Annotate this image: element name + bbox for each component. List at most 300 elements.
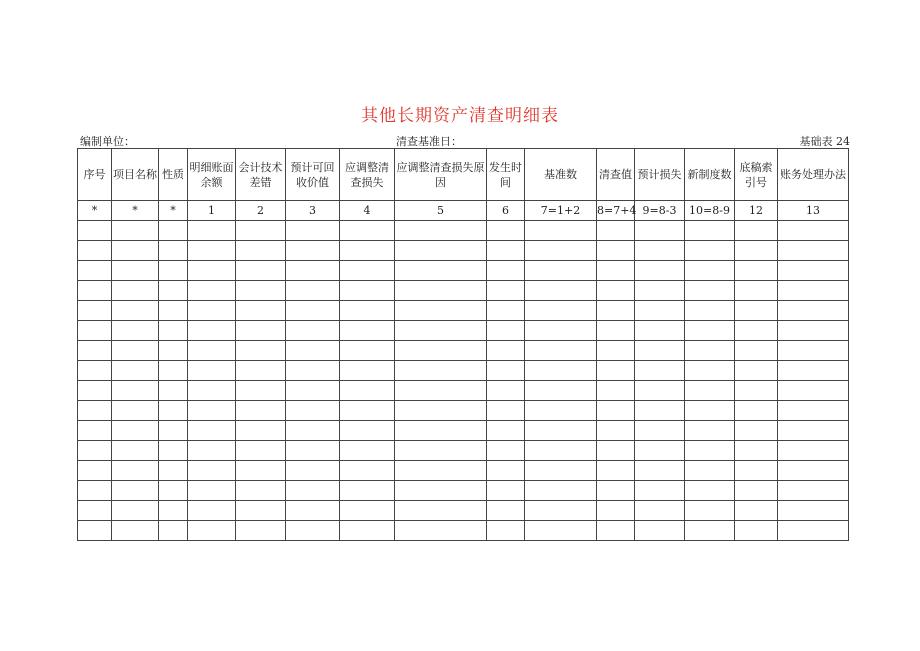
table-cell[interactable] [635, 521, 685, 541]
table-cell[interactable] [487, 221, 525, 241]
table-cell[interactable] [159, 301, 188, 321]
table-cell[interactable] [286, 501, 340, 521]
column-header [778, 149, 849, 201]
table-cell[interactable] [188, 481, 236, 501]
index-cell: 9=8-3 [635, 201, 685, 221]
table-cell[interactable] [236, 301, 286, 321]
table-cell[interactable] [735, 401, 778, 421]
table-cell[interactable] [286, 221, 340, 241]
column-header [188, 149, 236, 201]
column-header-line1: 应调整清查损失原 [396, 160, 485, 174]
table-cell[interactable] [525, 241, 597, 261]
table-cell[interactable] [487, 421, 525, 441]
table-cell[interactable] [685, 441, 735, 461]
table-cell[interactable] [487, 521, 525, 541]
table-cell[interactable] [159, 421, 188, 441]
table-cell[interactable] [685, 341, 735, 361]
table-row [78, 361, 849, 381]
table-cell[interactable] [188, 341, 236, 361]
table-row [78, 261, 849, 281]
table-cell[interactable] [236, 401, 286, 421]
table-cell[interactable] [525, 441, 597, 461]
table-cell[interactable] [778, 421, 849, 441]
table-cell[interactable] [78, 301, 112, 321]
table-row [78, 461, 849, 481]
table-cell[interactable] [112, 301, 159, 321]
column-header-line1: 会计技术 [238, 160, 283, 174]
column-header-line2: 余额 [200, 175, 223, 189]
table-cell[interactable] [597, 361, 635, 381]
table-cell[interactable] [597, 521, 635, 541]
table-cell[interactable] [112, 341, 159, 361]
table-cell[interactable] [159, 441, 188, 461]
column-header-line2: 引号 [745, 175, 767, 189]
table-cell[interactable] [597, 281, 635, 301]
table-cell[interactable] [112, 441, 159, 461]
table-cell[interactable] [735, 361, 778, 381]
table-cell[interactable] [340, 241, 395, 261]
table-cell[interactable] [236, 241, 286, 261]
column-header-line1: 明细账面 [189, 160, 234, 174]
table-cell[interactable] [78, 441, 112, 461]
table-cell[interactable] [236, 381, 286, 401]
table-cell[interactable] [487, 241, 525, 261]
table-cell[interactable] [735, 221, 778, 241]
table-cell[interactable] [525, 261, 597, 281]
table-cell[interactable] [78, 241, 112, 261]
table-cell[interactable] [525, 321, 597, 341]
table-row [78, 221, 849, 241]
table-cell[interactable] [735, 341, 778, 361]
table-cell[interactable] [340, 321, 395, 341]
table-row [78, 241, 849, 261]
table-cell[interactable] [525, 221, 597, 241]
table-cell[interactable] [735, 421, 778, 441]
table-cell[interactable] [525, 421, 597, 441]
column-header-line1: 性质 [162, 168, 184, 181]
table-cell[interactable] [685, 301, 735, 321]
table-cell[interactable] [78, 481, 112, 501]
table-cell[interactable] [188, 241, 236, 261]
table-cell[interactable] [112, 361, 159, 381]
table-cell[interactable] [487, 481, 525, 501]
table-cell[interactable] [112, 401, 159, 421]
table-cell[interactable] [395, 521, 487, 541]
table-cell[interactable] [112, 461, 159, 481]
table-cell[interactable] [685, 381, 735, 401]
page-title: 其他长期资产清查明细表 [361, 106, 559, 126]
table-cell[interactable] [188, 221, 236, 241]
table-cell[interactable] [778, 221, 849, 241]
table-cell[interactable] [188, 321, 236, 341]
table-cell[interactable] [286, 461, 340, 481]
table-cell[interactable] [340, 361, 395, 381]
table-cell[interactable] [635, 381, 685, 401]
table-cell[interactable] [78, 361, 112, 381]
table-cell[interactable] [286, 361, 340, 381]
table-cell[interactable] [286, 241, 340, 261]
table-cell[interactable] [525, 461, 597, 481]
table-cell[interactable] [112, 321, 159, 341]
index-cell: 10=8-9 [685, 201, 735, 221]
column-header [236, 149, 286, 201]
table-cell[interactable] [78, 521, 112, 541]
table-cell[interactable] [778, 301, 849, 321]
table-cell[interactable] [395, 501, 487, 521]
table-cell[interactable] [735, 241, 778, 261]
index-cell: 5 [395, 201, 487, 221]
table-cell[interactable] [635, 441, 685, 461]
table-row [78, 441, 849, 461]
column-header [286, 149, 340, 201]
table-cell[interactable] [525, 281, 597, 301]
table-cell[interactable] [487, 441, 525, 461]
table-cell[interactable] [112, 521, 159, 541]
table-cell[interactable] [597, 401, 635, 421]
table-cell[interactable] [286, 341, 340, 361]
table-cell[interactable] [159, 461, 188, 481]
table-cell[interactable] [525, 401, 597, 421]
table-cell[interactable] [685, 241, 735, 261]
table-cell[interactable] [778, 481, 849, 501]
table-cell[interactable] [112, 501, 159, 521]
table-cell[interactable] [159, 361, 188, 381]
table-cell[interactable] [188, 301, 236, 321]
column-header [597, 149, 635, 201]
table-cell[interactable] [395, 421, 487, 441]
table-cell[interactable] [735, 301, 778, 321]
table-cell[interactable] [340, 441, 395, 461]
table-cell[interactable] [188, 441, 236, 461]
table-cell[interactable] [78, 281, 112, 301]
table-row [78, 401, 849, 421]
table-cell[interactable] [635, 261, 685, 281]
table-cell[interactable] [778, 441, 849, 461]
table-cell[interactable] [188, 261, 236, 281]
table-cell[interactable] [188, 361, 236, 381]
table-cell[interactable] [778, 361, 849, 381]
index-cell: * [78, 201, 112, 221]
table-cell[interactable] [778, 461, 849, 481]
table-cell[interactable] [236, 441, 286, 461]
table-cell[interactable] [685, 261, 735, 281]
table-cell[interactable] [286, 281, 340, 301]
table-cell[interactable] [635, 401, 685, 421]
table-cell[interactable] [635, 361, 685, 381]
table-row [78, 521, 849, 541]
table-cell[interactable] [685, 281, 735, 301]
table-cell[interactable] [525, 301, 597, 321]
table-cell[interactable] [525, 521, 597, 541]
table-cell[interactable] [395, 341, 487, 361]
table-cell[interactable] [340, 421, 395, 441]
table-cell[interactable] [236, 341, 286, 361]
table-cell[interactable] [286, 441, 340, 461]
table-row [78, 321, 849, 341]
index-cell: 13 [778, 201, 849, 221]
table-cell[interactable] [395, 361, 487, 381]
column-header-line2: 因 [435, 175, 446, 189]
table-cell[interactable] [487, 501, 525, 521]
table-cell[interactable] [188, 521, 236, 541]
table-cell[interactable] [635, 421, 685, 441]
table-cell[interactable] [685, 521, 735, 541]
table-cell[interactable] [112, 281, 159, 301]
table-cell[interactable] [188, 501, 236, 521]
table-row [78, 481, 849, 501]
index-cell: 4 [340, 201, 395, 221]
index-cell: 2 [236, 201, 286, 221]
table-cell[interactable] [159, 241, 188, 261]
table-cell[interactable] [597, 461, 635, 481]
index-cell: 3 [286, 201, 340, 221]
table-cell[interactable] [236, 461, 286, 481]
table-cell[interactable] [487, 321, 525, 341]
table-cell[interactable] [340, 521, 395, 541]
table-cell[interactable] [525, 361, 597, 381]
table-cell[interactable] [286, 301, 340, 321]
table-cell[interactable] [395, 321, 487, 341]
table-cell[interactable] [112, 381, 159, 401]
table-cell[interactable] [112, 221, 159, 241]
table-cell[interactable] [685, 321, 735, 341]
date-label: 清查基准日： [396, 135, 462, 148]
table-cell[interactable] [78, 501, 112, 521]
column-header [685, 149, 735, 201]
column-header-line1: 项目名称 [113, 168, 157, 181]
table-cell[interactable] [286, 261, 340, 281]
table-cell[interactable] [778, 281, 849, 301]
table-cell[interactable] [236, 261, 286, 281]
table-cell[interactable] [735, 461, 778, 481]
table-cell[interactable] [487, 301, 525, 321]
table-cell[interactable] [286, 381, 340, 401]
column-header-line1: 应调整清 [345, 160, 389, 174]
table-cell[interactable] [286, 321, 340, 341]
table-cell[interactable] [525, 381, 597, 401]
table-cell[interactable] [635, 301, 685, 321]
table-cell[interactable] [525, 501, 597, 521]
table-cell[interactable] [635, 341, 685, 361]
table-cell[interactable] [635, 481, 685, 501]
table-cell[interactable] [597, 221, 635, 241]
table-cell[interactable] [778, 341, 849, 361]
table-cell[interactable] [236, 481, 286, 501]
table-cell[interactable] [635, 461, 685, 481]
table-cell[interactable] [340, 401, 395, 421]
table-cell[interactable] [395, 461, 487, 481]
column-header-line1: 基准数 [544, 168, 577, 181]
table-cell[interactable] [635, 281, 685, 301]
table-cell[interactable] [735, 481, 778, 501]
table-cell[interactable] [597, 441, 635, 461]
table-cell[interactable] [286, 421, 340, 441]
table-cell[interactable] [340, 301, 395, 321]
table-cell[interactable] [395, 401, 487, 421]
column-header-line1: 预计可回 [290, 160, 335, 174]
table-cell[interactable] [159, 401, 188, 421]
index-cell: 7=1+2 [525, 201, 597, 221]
table-cell[interactable] [340, 481, 395, 501]
index-cell: 1 [188, 201, 236, 221]
table-cell[interactable] [286, 401, 340, 421]
unit-label: 编制单位： [80, 135, 135, 148]
table-cell[interactable] [340, 261, 395, 281]
table-cell[interactable] [525, 341, 597, 361]
inventory-table [77, 148, 849, 541]
table-cell[interactable] [159, 381, 188, 401]
table-cell[interactable] [236, 521, 286, 541]
column-header-line1: 清查值 [599, 168, 632, 181]
table-cell[interactable] [735, 281, 778, 301]
table-cell[interactable] [487, 381, 525, 401]
column-header [395, 149, 487, 201]
table-cell[interactable] [778, 321, 849, 341]
table-cell[interactable] [112, 261, 159, 281]
table-cell[interactable] [395, 481, 487, 501]
table-cell[interactable] [778, 521, 849, 541]
table-cell[interactable] [735, 381, 778, 401]
table-cell[interactable] [340, 281, 395, 301]
table-row [78, 341, 849, 361]
table-cell[interactable] [188, 281, 236, 301]
table-cell[interactable] [286, 481, 340, 501]
table-cell[interactable] [340, 381, 395, 401]
column-header-line1: 底稿索 [739, 160, 773, 174]
table-cell[interactable] [78, 381, 112, 401]
table-cell[interactable] [597, 301, 635, 321]
table-cell[interactable] [778, 241, 849, 261]
table-cell[interactable] [597, 261, 635, 281]
table-cell[interactable] [487, 361, 525, 381]
table-cell[interactable] [159, 341, 188, 361]
table-cell[interactable] [395, 281, 487, 301]
table-cell[interactable] [597, 321, 635, 341]
table-cell[interactable] [597, 341, 635, 361]
table-cell[interactable] [395, 381, 487, 401]
table-cell[interactable] [685, 421, 735, 441]
table-cell[interactable] [236, 221, 286, 241]
table-cell[interactable] [735, 521, 778, 541]
column-header [735, 149, 778, 201]
column-header [487, 149, 525, 201]
table-cell[interactable] [78, 461, 112, 481]
table-cell[interactable] [778, 381, 849, 401]
table-cell[interactable] [78, 401, 112, 421]
table-row [78, 301, 849, 321]
table-cell[interactable] [236, 361, 286, 381]
table-cell[interactable] [159, 501, 188, 521]
table-cell[interactable] [159, 321, 188, 341]
table-cell[interactable] [635, 221, 685, 241]
table-cell[interactable] [395, 241, 487, 261]
table-cell[interactable] [487, 261, 525, 281]
table-cell[interactable] [236, 321, 286, 341]
table-cell[interactable] [778, 501, 849, 521]
table-cell[interactable] [735, 261, 778, 281]
table-cell[interactable] [487, 461, 525, 481]
table-cell[interactable] [685, 501, 735, 521]
table-cell[interactable] [487, 341, 525, 361]
column-header [525, 149, 597, 201]
table-cell[interactable] [735, 501, 778, 521]
column-header-line1: 账务处理办法 [780, 168, 846, 181]
table-cell[interactable] [525, 481, 597, 501]
table-cell[interactable] [78, 321, 112, 341]
table-cell[interactable] [286, 521, 340, 541]
table-cell[interactable] [778, 401, 849, 421]
column-header [635, 149, 685, 201]
table-cell[interactable] [685, 461, 735, 481]
table-cell[interactable] [78, 221, 112, 241]
table-cell[interactable] [159, 481, 188, 501]
table-cell[interactable] [685, 221, 735, 241]
table-cell[interactable] [487, 401, 525, 421]
table-cell[interactable] [395, 221, 487, 241]
column-header [112, 149, 159, 201]
table-cell[interactable] [735, 321, 778, 341]
table-cell[interactable] [340, 461, 395, 481]
table-cell[interactable] [395, 301, 487, 321]
column-header-line1: 发生时 [489, 160, 522, 174]
column-header-line1: 预计损失 [637, 168, 682, 181]
table-cell[interactable] [236, 421, 286, 441]
table-cell[interactable] [778, 261, 849, 281]
column-header-line1: 新制度数 [687, 168, 732, 181]
table-cell[interactable] [340, 221, 395, 241]
table-cell[interactable] [685, 401, 735, 421]
table-cell[interactable] [188, 381, 236, 401]
table-cell[interactable] [635, 501, 685, 521]
table-cell[interactable] [395, 261, 487, 281]
table-cell[interactable] [597, 421, 635, 441]
table-cell[interactable] [159, 261, 188, 281]
table-cell[interactable] [597, 381, 635, 401]
table-cell[interactable] [635, 241, 685, 261]
table-cell[interactable] [597, 481, 635, 501]
table-cell[interactable] [236, 501, 286, 521]
table-cell[interactable] [159, 281, 188, 301]
table-cell[interactable] [487, 281, 525, 301]
index-cell: * [159, 201, 188, 221]
table-cell[interactable] [597, 501, 635, 521]
table-cell[interactable] [635, 321, 685, 341]
index-row [78, 201, 849, 221]
table-cell[interactable] [78, 421, 112, 441]
header-row [78, 149, 849, 201]
table-cell[interactable] [685, 361, 735, 381]
index-cell: 12 [735, 201, 778, 221]
table-cell[interactable] [735, 441, 778, 461]
table-cell[interactable] [188, 461, 236, 481]
table-cell[interactable] [340, 501, 395, 521]
table-cell[interactable] [188, 421, 236, 441]
table-cell[interactable] [159, 221, 188, 241]
table-cell[interactable] [597, 241, 635, 261]
table-cell[interactable] [112, 481, 159, 501]
table-cell[interactable] [236, 281, 286, 301]
table-cell[interactable] [395, 441, 487, 461]
table-cell[interactable] [112, 241, 159, 261]
table-cell[interactable] [78, 341, 112, 361]
table-cell[interactable] [188, 401, 236, 421]
table-cell[interactable] [112, 421, 159, 441]
table-cell[interactable] [685, 481, 735, 501]
table-cell[interactable] [159, 521, 188, 541]
table-cell[interactable] [78, 261, 112, 281]
table-cell[interactable] [340, 341, 395, 361]
index-cell: 6 [487, 201, 525, 221]
